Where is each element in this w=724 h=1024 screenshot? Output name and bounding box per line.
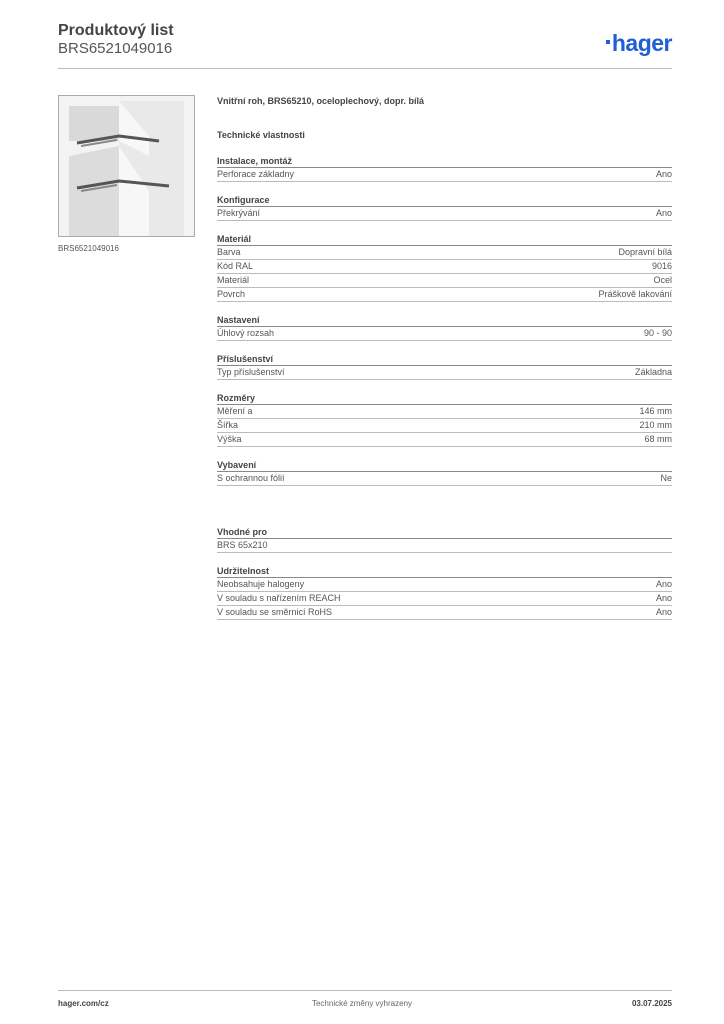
spec-value: Ano	[655, 593, 672, 603]
spec-value: Ano	[655, 208, 672, 218]
footer-divider	[58, 990, 672, 991]
spec-label: S ochrannou fólií	[217, 473, 285, 483]
spec-label: Typ příslušenství	[217, 367, 285, 377]
spec-value: Ano	[655, 607, 672, 617]
spec-content	[217, 96, 672, 620]
footer-date: 03.07.2025	[631, 999, 672, 1008]
page-title: Produktový list	[58, 22, 174, 39]
spec-group-title: Udržitelnost	[217, 565, 672, 578]
spec-groups	[217, 155, 672, 620]
spec-label: Úhlový rozsah	[217, 328, 275, 338]
spec-value: 210 mm	[639, 420, 672, 430]
spec-group-title: Materiál	[217, 233, 672, 246]
spec-row	[217, 606, 672, 620]
spec-label: Výška	[217, 434, 242, 444]
spec-row	[217, 578, 672, 592]
spec-value: Ano	[655, 169, 672, 179]
image-caption: BRS6521049016	[58, 244, 119, 253]
spec-label: Barva	[217, 247, 241, 257]
spec-group-title: Nastavení	[217, 314, 672, 327]
hager-logo	[606, 30, 672, 57]
spec-label: BRS 65x210	[217, 540, 268, 550]
logo-dot-icon	[606, 40, 610, 44]
spec-row	[217, 246, 672, 260]
spec-value: 146 mm	[639, 406, 672, 416]
spec-group	[217, 353, 672, 380]
spec-group	[217, 392, 672, 447]
logo-text: hager	[611, 30, 672, 56]
spec-label: Překrývání	[217, 208, 261, 218]
spec-group	[217, 565, 672, 620]
spec-row	[217, 592, 672, 606]
spec-group	[217, 526, 672, 553]
product-name: Vnitřní roh, BRS65210, oceloplechový, dopr. bílá	[217, 96, 425, 106]
spec-row	[217, 288, 672, 302]
spec-group	[217, 155, 672, 182]
spec-label: Neobsahuje halogeny	[217, 579, 305, 589]
spec-value: 68 mm	[644, 434, 672, 444]
spec-row	[217, 472, 672, 486]
spec-row	[217, 327, 672, 341]
spec-group-title: Vybavení	[217, 459, 672, 472]
spec-row	[217, 207, 672, 221]
product-code: BRS6521049016	[58, 40, 173, 57]
footer-note: Technické změny vyhrazeny	[311, 999, 413, 1008]
section-spacer	[217, 486, 672, 514]
spec-value: 9016	[651, 261, 672, 271]
spec-value: Základna	[634, 367, 672, 377]
spec-label: Kód RAL	[217, 261, 254, 271]
spec-group-title: Vhodné pro	[217, 526, 672, 539]
spec-group-title: Příslušenství	[217, 353, 672, 366]
spec-label: Šířka	[217, 420, 239, 430]
spec-label: V souladu se směrnicí RoHS	[217, 607, 333, 617]
header-divider	[58, 68, 672, 69]
footer-website[interactable]: hager.com/cz	[58, 999, 109, 1008]
spec-row	[217, 274, 672, 288]
section-title: Technické vlastnosti	[217, 130, 305, 140]
spec-row	[217, 405, 672, 419]
spec-row	[217, 260, 672, 274]
spec-label: Povrch	[217, 289, 246, 299]
spec-group-title: Konfigurace	[217, 194, 672, 207]
spec-group-title: Rozměry	[217, 392, 672, 405]
spec-row	[217, 168, 672, 182]
spec-value: Ocel	[653, 275, 672, 285]
spec-label: Materiál	[217, 275, 250, 285]
spec-row	[217, 433, 672, 447]
spec-value: 90 - 90	[643, 328, 672, 338]
spec-label: V souladu s nařízením REACH	[217, 593, 341, 603]
spec-group	[217, 459, 672, 486]
spec-value: Ne	[660, 473, 672, 483]
spec-group	[217, 194, 672, 221]
spec-label: Perforace základny	[217, 169, 295, 179]
product-image	[58, 95, 195, 237]
spec-value: Práškově lakování	[598, 289, 672, 299]
spec-value: Ano	[655, 579, 672, 589]
spec-value: Dopravní bílá	[618, 247, 672, 257]
spec-row	[217, 539, 672, 553]
spec-group-title: Instalace, montáž	[217, 155, 672, 168]
spec-group	[217, 314, 672, 341]
spec-group	[217, 233, 672, 302]
spec-row	[217, 366, 672, 380]
spec-label: Měření a	[217, 406, 253, 416]
spec-row	[217, 419, 672, 433]
